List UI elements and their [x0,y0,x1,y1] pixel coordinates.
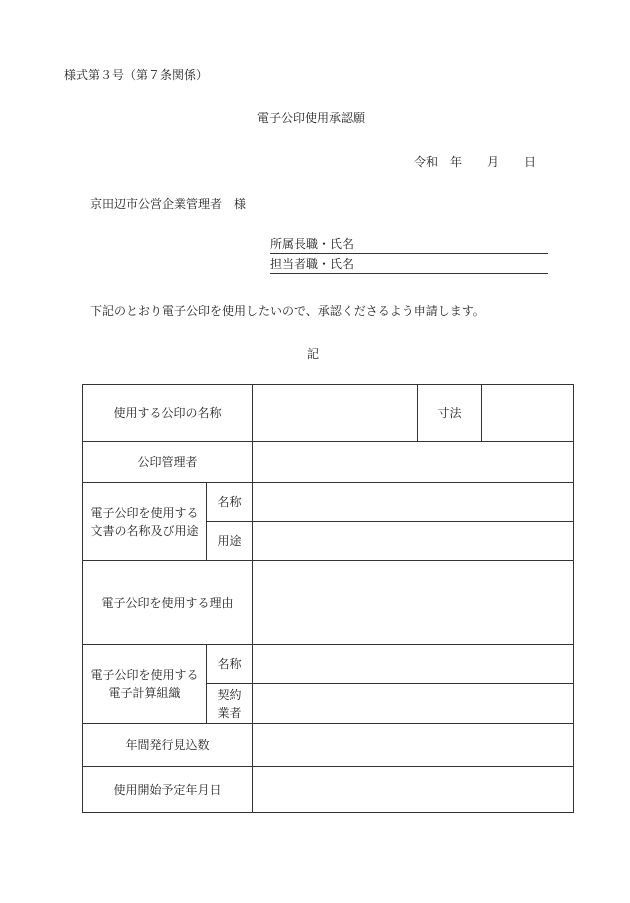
system-group-label [83,645,207,724]
signature-line-manager [270,237,548,254]
row-seal-name [83,385,574,442]
date-era: 令和 [414,155,439,169]
size-field[interactable] [482,385,574,442]
document-use-label: 用途 [207,522,253,561]
document-group-line2: 文書の名称及び用途 [90,523,199,538]
system-group-line1: 電子公印を使用する [90,668,199,682]
document-name-field[interactable] [253,483,574,522]
row-system-name [83,645,574,684]
contractor-label-line1: 契約 [217,687,242,702]
annual-issues-label: 年間発行見込数 [83,724,253,767]
document-title: 電子公印使用承認願 [257,111,366,125]
seal-name-field[interactable] [253,385,418,442]
signature-line-staff [270,257,548,274]
request-text: 下記のとおり電子公印を使用したいので、承認くださるよう申請します。 [90,304,485,318]
form-number: 様式第３号（第７条関係） [64,68,209,82]
document-group-line1: 電子公印を使用する [90,505,199,520]
contractor-field[interactable] [253,684,574,724]
reason-label: 電子公印を使用する理由 [83,561,253,645]
row-document-name [83,483,574,522]
annual-issues-field[interactable] [253,724,574,767]
reason-field[interactable] [253,561,574,645]
document-group-label [83,483,207,561]
document-use-field[interactable] [253,522,574,561]
system-group-line2: 電子計算組織 [108,686,181,700]
date-month: 月 [487,155,500,169]
contractor-label-line2: 業者 [217,705,242,720]
date-year: 年 [450,155,463,169]
ki-heading: 記 [307,347,320,361]
application-table [82,384,574,813]
start-date-field[interactable] [253,767,574,813]
signature-label-manager: 所属長職・氏名 [270,237,355,251]
contractor-label [207,684,253,724]
seal-name-label: 使用する公印の名称 [83,385,253,442]
date-day: 日 [524,155,537,169]
row-annual-issues [83,724,574,767]
system-name-field[interactable] [253,645,574,684]
system-name-label: 名称 [207,645,253,684]
seal-manager-label: 公印管理者 [83,442,253,483]
signature-label-staff: 担当者職・氏名 [270,257,355,271]
document-name-label: 名称 [207,483,253,522]
row-seal-manager [83,442,574,483]
row-reason [83,561,574,645]
addressee: 京田辺市公営企業管理者 様 [90,197,247,211]
seal-manager-field[interactable] [253,442,574,483]
size-label: 寸法 [418,385,482,442]
row-start-date [83,767,574,813]
start-date-label: 使用開始予定年月日 [83,767,253,813]
